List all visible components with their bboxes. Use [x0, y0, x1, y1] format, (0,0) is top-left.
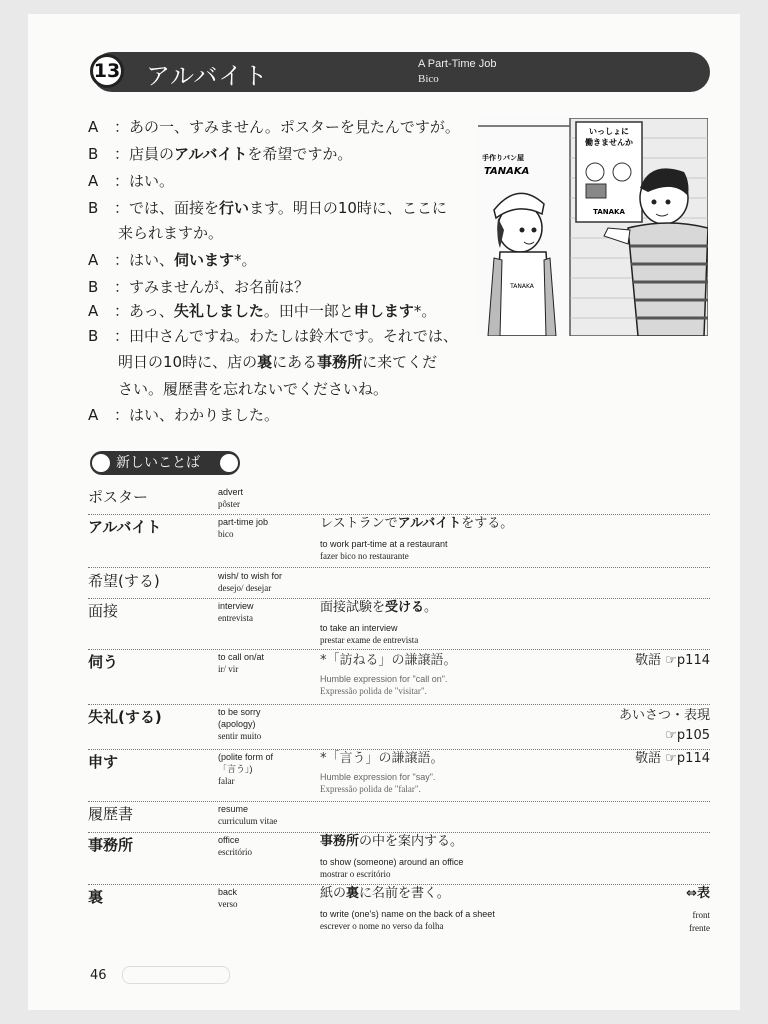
vocab-term: 伺う — [88, 653, 119, 671]
lesson-subtitle — [418, 57, 496, 87]
dialogue-line: B ：田中さんですね。わたしは鈴木です。それでは、 — [88, 327, 458, 345]
speaker-label: A — [88, 251, 99, 269]
vocab-meaning: office escritório — [218, 835, 252, 857]
reference-label: あいさつ・表現 — [618, 708, 710, 723]
bakery-illustration — [478, 118, 708, 336]
vocab-row — [88, 801, 710, 833]
vocab-term: 裏 — [88, 888, 104, 906]
dialogue-line: A ：はい、わかりました。 — [88, 406, 280, 424]
speaker-label: B — [88, 278, 99, 296]
vocab-term: 履歴書 — [88, 805, 134, 823]
vocab-row — [88, 704, 710, 750]
lesson-number: 13 — [90, 54, 124, 88]
vocab-row — [88, 649, 710, 705]
dialogue-line: 来られますか。 — [118, 224, 224, 242]
vocab-row — [88, 568, 710, 599]
antonym: ⇔表 front frente — [686, 886, 710, 933]
reference-link[interactable]: 敬語 ☞p114 — [635, 751, 710, 766]
dialogue-line: B ：すみませんが、お名前は？ — [88, 278, 310, 296]
vocab-meaning: interview entrevista — [218, 601, 254, 623]
vocab-term: ポスター — [88, 488, 149, 506]
speaker-label: A — [88, 172, 99, 190]
vocab-meaning: to call on/at ir/ vir — [218, 652, 265, 674]
vocab-note: *「訪ねる」の謙譲語。 Humble expression for "call on". Expressão polida de "visitar". — [320, 653, 457, 696]
dialogue-line: A ：はい。 — [88, 172, 175, 190]
vocab-row — [88, 514, 710, 568]
new-words-title: 新しいことば — [116, 455, 200, 471]
lesson-subtitle-en: A Part-Time Job — [418, 58, 497, 70]
dialogue-line: B ：では、面接を行います。明日の10時に、ここに — [88, 199, 447, 217]
vocab-row — [88, 832, 710, 885]
vocab-example: 紙の裏に名前を書く。 to write (one's) name on the back of a sheet escrever o nome no verso da folha — [320, 886, 495, 931]
vocab-meaning: resume curriculum vitae — [218, 804, 278, 826]
vocab-meaning: advert pôster — [218, 487, 244, 509]
dialogue-line: 明日の10時に、店の裏にある事務所に来てくだ — [118, 353, 438, 371]
vocab-row — [88, 598, 710, 650]
speaker-label: B — [88, 199, 99, 217]
vocab-meaning: wish/ to wish for desejo/ desejar — [218, 571, 283, 593]
vocab-note: *「言う」の謙譲語。 Humble expression for "say". Expressão polida de "falar". — [320, 751, 444, 794]
vocab-term: 希望(する) — [88, 572, 160, 590]
dialogue-line: A ：はい、伺います*。 — [88, 251, 257, 269]
poster-text-2: 働きませんか — [585, 138, 633, 147]
clerk-apron — [494, 252, 552, 336]
lesson-title: アルバイト — [146, 62, 269, 90]
dialogue-line: A ：あっ、失礼しました。田中一郎と申します*。 — [88, 302, 437, 320]
vocab-row — [88, 884, 710, 944]
dialogue-line: B ：店員のアルバイトを希望ですか。 — [88, 145, 353, 163]
speaker-label: B — [88, 327, 99, 345]
vocab-meaning: (polite form of 「言う」) falar — [218, 752, 274, 786]
vocab-example: レストランでアルバイトをする。 to work part-time at a restaurant fazer bico no restaurante — [320, 516, 514, 561]
dialogue-line: さい。履歴書を忘れないでくださいね。 — [118, 380, 389, 398]
antonym-term: ⇔表 — [686, 886, 710, 901]
vocab-term: アルバイト — [88, 518, 162, 536]
reference-link[interactable]: 敬語 ☞p114 — [635, 653, 710, 668]
vocab-meaning: part-time job bico — [218, 517, 269, 539]
vocab-meaning: to be sorry (apology) sentir muito — [218, 707, 262, 741]
shop-sign-name: TANAKA — [484, 166, 530, 177]
dialogue-line: A ：あの一、すみません。ポスターを見たんですが。 — [88, 118, 460, 136]
apron-text: TANAKA — [510, 283, 534, 290]
shop-sign-text: 手作りパン屋 — [482, 154, 524, 162]
vocab-example: 事務所の中を案内する。 to show (someone) around an office mostrar o escritório — [320, 834, 464, 879]
vocab-term: 申す — [88, 753, 119, 771]
reference-link[interactable]: ☞p105 — [665, 728, 710, 743]
footer-tab — [122, 966, 230, 984]
speaker-label: A — [88, 406, 99, 424]
poster-name: TANAKA — [593, 208, 625, 216]
vocab-example: 面接試験を受ける。 to take an interview prestar exame de entrevista — [320, 600, 438, 645]
vocab-row — [88, 749, 710, 802]
speaker-label: A — [88, 118, 99, 136]
vocab-meaning: back verso — [218, 887, 238, 909]
poster-text-1: いっしょに — [589, 127, 629, 136]
page-number: 46 — [90, 968, 107, 983]
speaker-label: A — [88, 302, 99, 320]
vocab-term: 失礼(する) — [88, 708, 162, 726]
vocab-row — [88, 484, 710, 515]
speaker-label: B — [88, 145, 99, 163]
vocab-term: 事務所 — [88, 836, 134, 854]
vocab-term: 面接 — [88, 602, 119, 620]
lesson-subtitle-pt: Bico — [418, 73, 439, 85]
